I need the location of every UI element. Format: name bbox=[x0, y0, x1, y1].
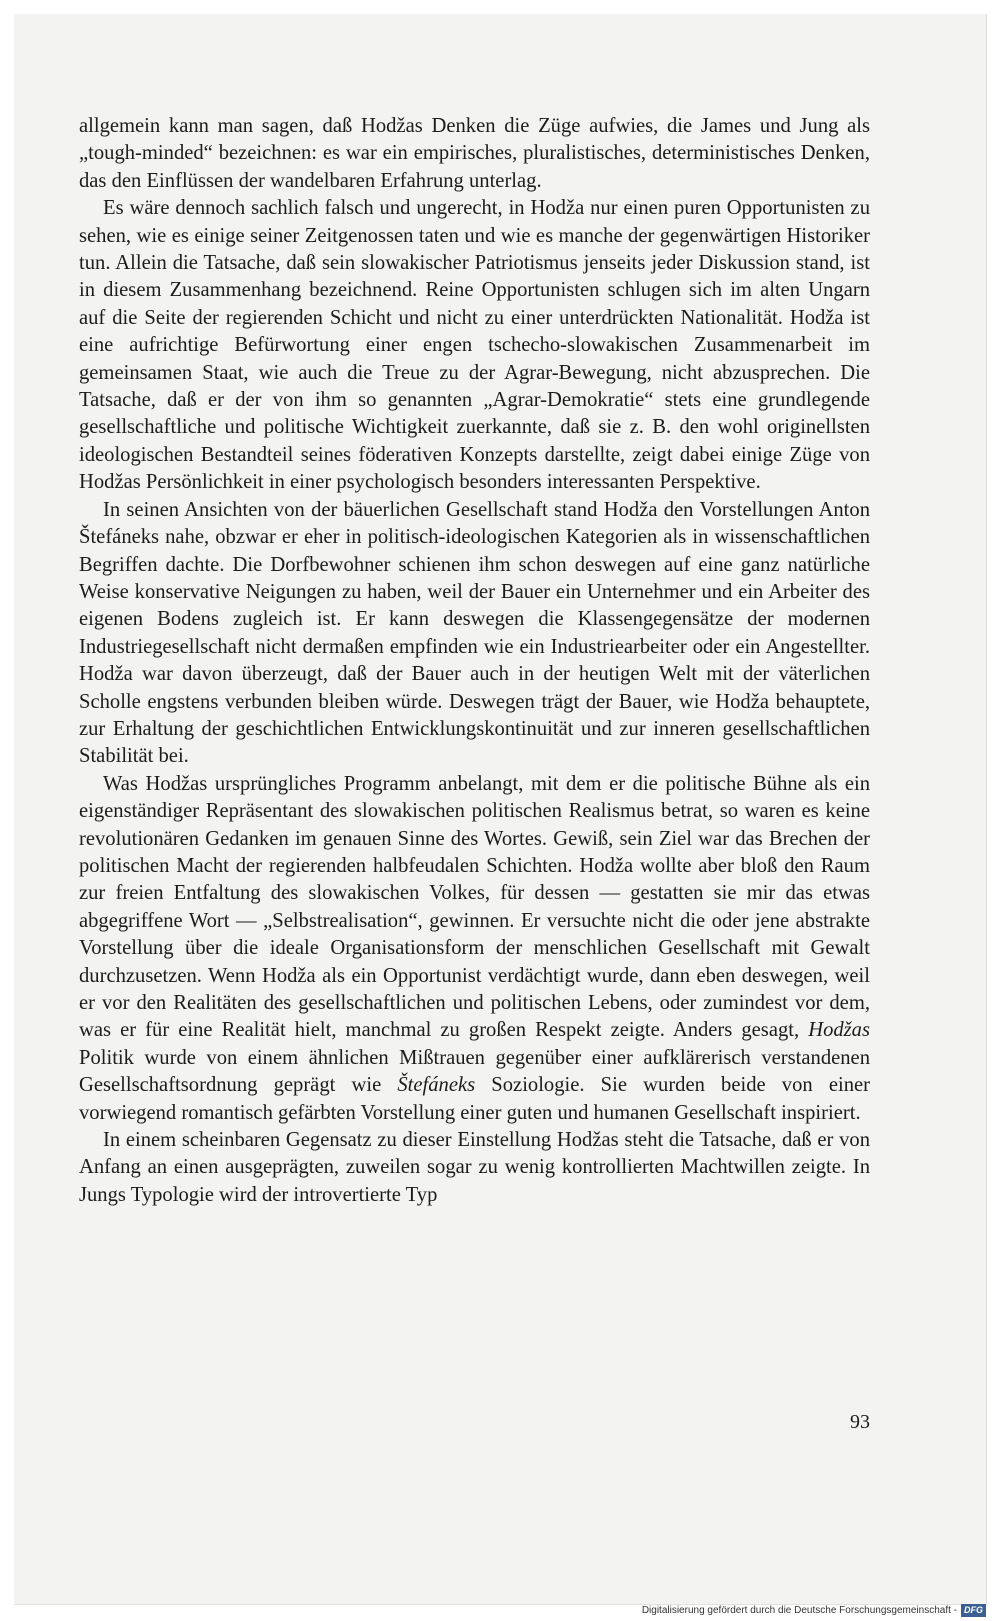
paragraph bbox=[79, 195, 870, 496]
digitization-credit-text: Digitalisierung gefördert durch die Deutsche Forschungsgemeinschaft - bbox=[641, 1604, 957, 1616]
paragraph-text: Soziologie. Sie wurden beide von einer vorwiegend romantisch gefärbten Vorstellung einer guten und humanen Gesellschaft inspiriert. bbox=[79, 1074, 870, 1124]
italic-text: Štefáneks bbox=[397, 1074, 476, 1097]
paragraph-text: In einem scheinbaren Gegensatz zu dieser Einstellung Hodžas steht die Tatsache, daß er von Anfang an einen ausgeprägten, zuweilen sogar zu wenig kontrollierten Machtwillen zeigte. In Jungs Typologie wird der introvertierte Typ bbox=[79, 1129, 870, 1206]
paragraph-text: Politik wurde von einem ähnlichen Mißtrauen gegenüber einer aufklärerisch verstandenen Gesellschaftsordnung geprägt wie bbox=[79, 1046, 870, 1097]
page-number: 93 bbox=[850, 1411, 870, 1433]
paragraph-text: Was Hodžas ursprüngliches Programm anbelangt, mit dem er die politische Bühne als ein eigenständiger Repräsentant des slowakischen politischen Realismus betrat, so waren es keine revolutionären Gedanken im genauen Sinne des Wortes. Gewiß, sein Ziel war das Brechen der politischen Macht der regierenden halbfeudalen Schichten. Hodža wollte aber bloß den Raum zur freien Entfaltung des slowakischen Volkes, für dessen — gestatten sie mir das etwas abgegriffene Wort — „Selbstrealisation“, gewinnen. Er versuchte nicht die oder jene abstrakte Vorstellung über die ideale Organisationsform der menschlichen Gesellschaft mit Gewalt durchzusetzen. Wenn Hodža als ein Opportunist verdächtigt wurde, dann eben deswegen, weil er vor den Realitäten des gesellschaftlichen und politischen Lebens, oder zumindest vor dem, was er für eine Realität hielt, manchmal zu großen Respekt zeigte. Anders gesagt, bbox=[79, 772, 870, 1042]
paragraph-text: In seinen Ansichten von der bäuerlichen Gesellschaft stand Hodža den Vorstellungen Anton Štefáneks nahe, obzwar er eher in politisch-ideologischen Kategorien als in wissenschaftlichen Begriffen dachte. Die Dorfbewohner schienen ihm schon deswegen auf eine ganz natürliche Weise konservative Neigungen zu haben, weil der Bauer ein Unternehmer und ein Arbeiter des eigenen Bodens zugleich ist. Er kann deswegen die Klassengegensätze der modernen Industriegesellschaft nicht dermaßen empfinden wie ein Industriearbeiter oder ein Angestellter. Hodža war davon überzeugt, daß der Bauer auch in der heutigen Welt mit der väterlichen Scholle engstens verbunden bleiben würde. Deswegen trägt der Bauer, wie Hodža behauptete, zur Erhaltung der geschichtlichen Entwicklungskontinuität und zur inneren gesellschaftlichen Stabilität bei. bbox=[79, 498, 870, 768]
paragraph-text: Es wäre dennoch sachlich falsch und ungerecht, in Hodža nur einen puren Opportunisten zu sehen, wie es einige seiner Zeitgenossen taten und wie es manche der gegenwärtigen Historiker tun. Allein die Tatsache, daß sein slowakischer Patriotismus jenseits jeder Diskussion stand, ist in diesem Zusammenhang bezeichnend. Reine Opportunisten schlugen sich im alten Ungarn auf die Seite der regierenden Schicht und nicht zu einer unterdrückten Nationalität. Hodža ist eine aufrichtige Befürwortung einer engen tschecho-slowakischen Zusammenarbeit im gemeinsamen Staat, wie auch die Treue zu der Agrar-Bewegung, nicht abzusprechen. Die Tatsache, daß er der von ihm so genannten „Agrar-Demokratie“ stets eine grundlegende gesellschaftliche und politische Wichtigkeit zuerkannte, daß sie z. B. den wohl originellsten ideologischen Bestandteil seines föderativen Konzepts darstellte, zeigt dabei einige Züge von Hodžas Persönlichkeit in einer psychologisch besonders interessanten Perspektive. bbox=[79, 197, 870, 494]
paragraph bbox=[79, 771, 870, 1127]
body-text bbox=[79, 113, 870, 1209]
paragraph-text: allgemein kann man sagen, daß Hodžas Denken die Züge aufwies, die James und Jung als „tough-minded“ bezeichnen: es war ein empirisches, pluralistisches, deterministisches Denken, das den Einflüssen der wandelbaren Erfahrung unterlag. bbox=[79, 115, 870, 192]
paragraph bbox=[79, 497, 870, 771]
paragraph bbox=[79, 1127, 870, 1209]
digitization-credit bbox=[642, 1603, 986, 1617]
italic-text: Hodžas bbox=[808, 1019, 870, 1042]
paragraph bbox=[79, 113, 870, 195]
dfg-logo[interactable]: DFG bbox=[961, 1604, 986, 1617]
